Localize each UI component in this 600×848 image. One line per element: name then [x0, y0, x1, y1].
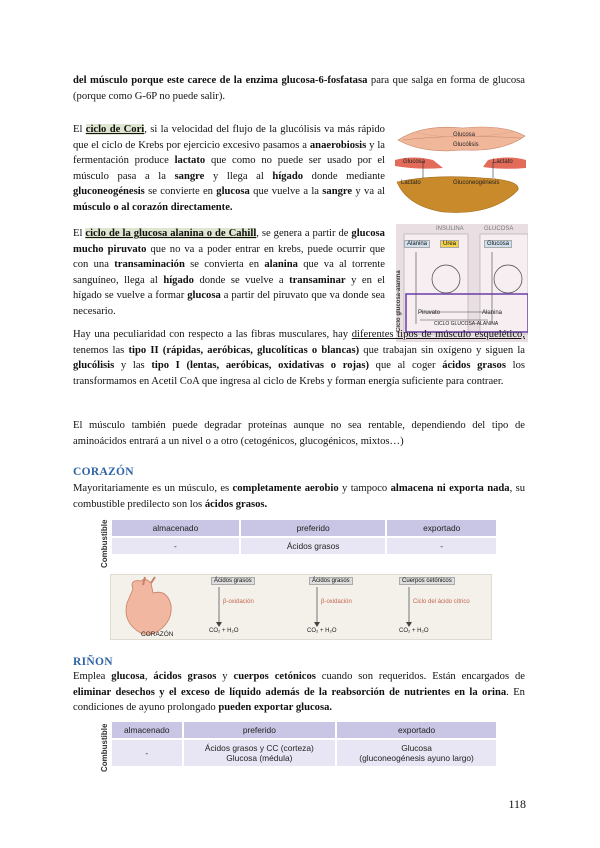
cahill-paragraph: El ciclo de la glucosa alanina o de Cahill, se genera a partir de glucosa mucho piruvato que no va a poder entrar en krebs, puede ocurrir que con una transaminación se convierta en alanina que va al torrente sanguíneo, llega al hígado donde se vuelve a transaminar y en el hígado se vuelve a formar glucosa a partir del piruvato que va donde sea necesario. — [73, 228, 386, 317]
cori-label: Lactato — [401, 180, 421, 186]
kidney-paragraph: Emplea glucosa, ácidos grasos y cuerpos cetónicos cuando son requeridos. Están encargados de eliminar desechos y el exceso de líquido además de la reabsorción de nutrientes en la orina. En condiciones de ayuno prolongado pueden exportar glucosa. — [73, 671, 525, 714]
intro-bold: del músculo porque este carece de la enzima glucosa-6-fosfatasa — [73, 75, 368, 86]
cori-label: Gluconeogénesis — [453, 180, 500, 186]
col-preferred: preferido — [183, 722, 337, 739]
heart-fuel-box: Ácidos grasos — [309, 577, 353, 585]
heart-heading: CORAZÓN — [73, 466, 134, 478]
cell-stored: - — [112, 537, 240, 554]
fuel-side-label: Combustible — [100, 723, 109, 772]
intro-paragraph: del músculo porque este carece de la enzima glucosa-6-fosfatasa para que salga en forma de glucosa (porque como G-6P no puede salir). — [73, 75, 525, 102]
heart-fuel-box: Ácidos grasos — [211, 577, 255, 585]
cori-cycle-figure — [393, 122, 528, 217]
col-exported: exportado — [336, 722, 497, 739]
page-number: 118 — [508, 797, 526, 811]
cori-term: ciclo de Cori — [85, 124, 145, 135]
heart-organ-label: CORAZÓN — [141, 631, 174, 638]
cori-label: Glucólisis — [453, 142, 479, 148]
heart-arrows — [111, 575, 491, 639]
col-preferred: preferido — [240, 520, 387, 537]
cell-preferred: Ácidos grasos y CC (corteza) Glucosa (médula) — [183, 739, 337, 766]
col-stored: almacenado — [112, 722, 183, 739]
cell-exported: - — [386, 537, 497, 554]
heart-paragraph: Mayoritariamente es un músculo, es completamente aerobio y tampoco almacena ni exporta nada, su combustible predilecto son los ácidos grasos. — [73, 483, 526, 510]
fuel-side-label: Combustible — [100, 519, 109, 568]
cori-label: Glucosa — [403, 159, 426, 165]
cahill-term: ciclo de la glucosa alanina o de Cahill — [85, 228, 257, 239]
col-exported: exportado — [386, 520, 497, 537]
col-stored: almacenado — [112, 520, 240, 537]
cori-label: Lactato — [493, 159, 513, 165]
cahill-cycle-figure: INSULINA Alanina Urea Glucosa GLUCOSA Piruvato Alanina CICLO GLUCOSA-ALANINA Ciclo glucosa-alanina — [396, 224, 528, 342]
cell-stored: - — [112, 739, 183, 766]
cori-paragraph: El ciclo de Cori, si la velocidad del flujo de la glucólisis va más rápido que el ciclo de Krebs por ejercicio excesivo pasamos a anaerobiosis y la fermentación produce lactato que como no puede ser usado por el músculo pasa a la sangre y llega al hígado donde mediante gluconeogénesis se convierte en glucosa que vuelve a la sangre y va al músculo o al corazón directamente. — [73, 124, 386, 213]
proteins-paragraph: El músculo también puede degradar proteínas aunque no sea rentable, dependiendo del tipo de aminoácidos entrará a un nivel o a otro (cetogénicos, glucogénicos, mixtos…) — [73, 420, 525, 447]
cell-exported: Glucosa (gluconeogénesis ayuno largo) — [336, 739, 497, 766]
fibers-underline: diferentes tipos de músculo esquelético, — [351, 329, 525, 340]
cori-label: Glucosa — [453, 132, 476, 138]
heart-diagram: CORAZÓN Ácidos grasos Ácidos grasos Cuerpos cetónicos β-oxidación β-oxidación Ciclo del ácido cítrico CO₂ + H₂O CO₂ + H₂O CO₂ + H₂O — [110, 574, 492, 640]
fibers-paragraph: Hay una peculiaridad con respecto a las fibras musculares, hay diferentes tipos de músculo esquelético, tenemos las tipo II (rápidas, aeróbicas, glucolíticas o blancas) que trabajan sin oxígeno y siguen la glucólisis y las tipo I (lentas, aeróbicas, oxidativas o rojas) que al coger ácidos grasos los transformamos en Acetil CoA que ingresa al ciclo de Krebs y forman energía suficiente para contraer. — [73, 329, 526, 387]
kidney-heading: RIÑON — [73, 656, 113, 668]
cell-preferred: Ácidos grasos — [240, 537, 387, 554]
heart-fuel-box: Cuerpos cetónicos — [399, 577, 455, 585]
